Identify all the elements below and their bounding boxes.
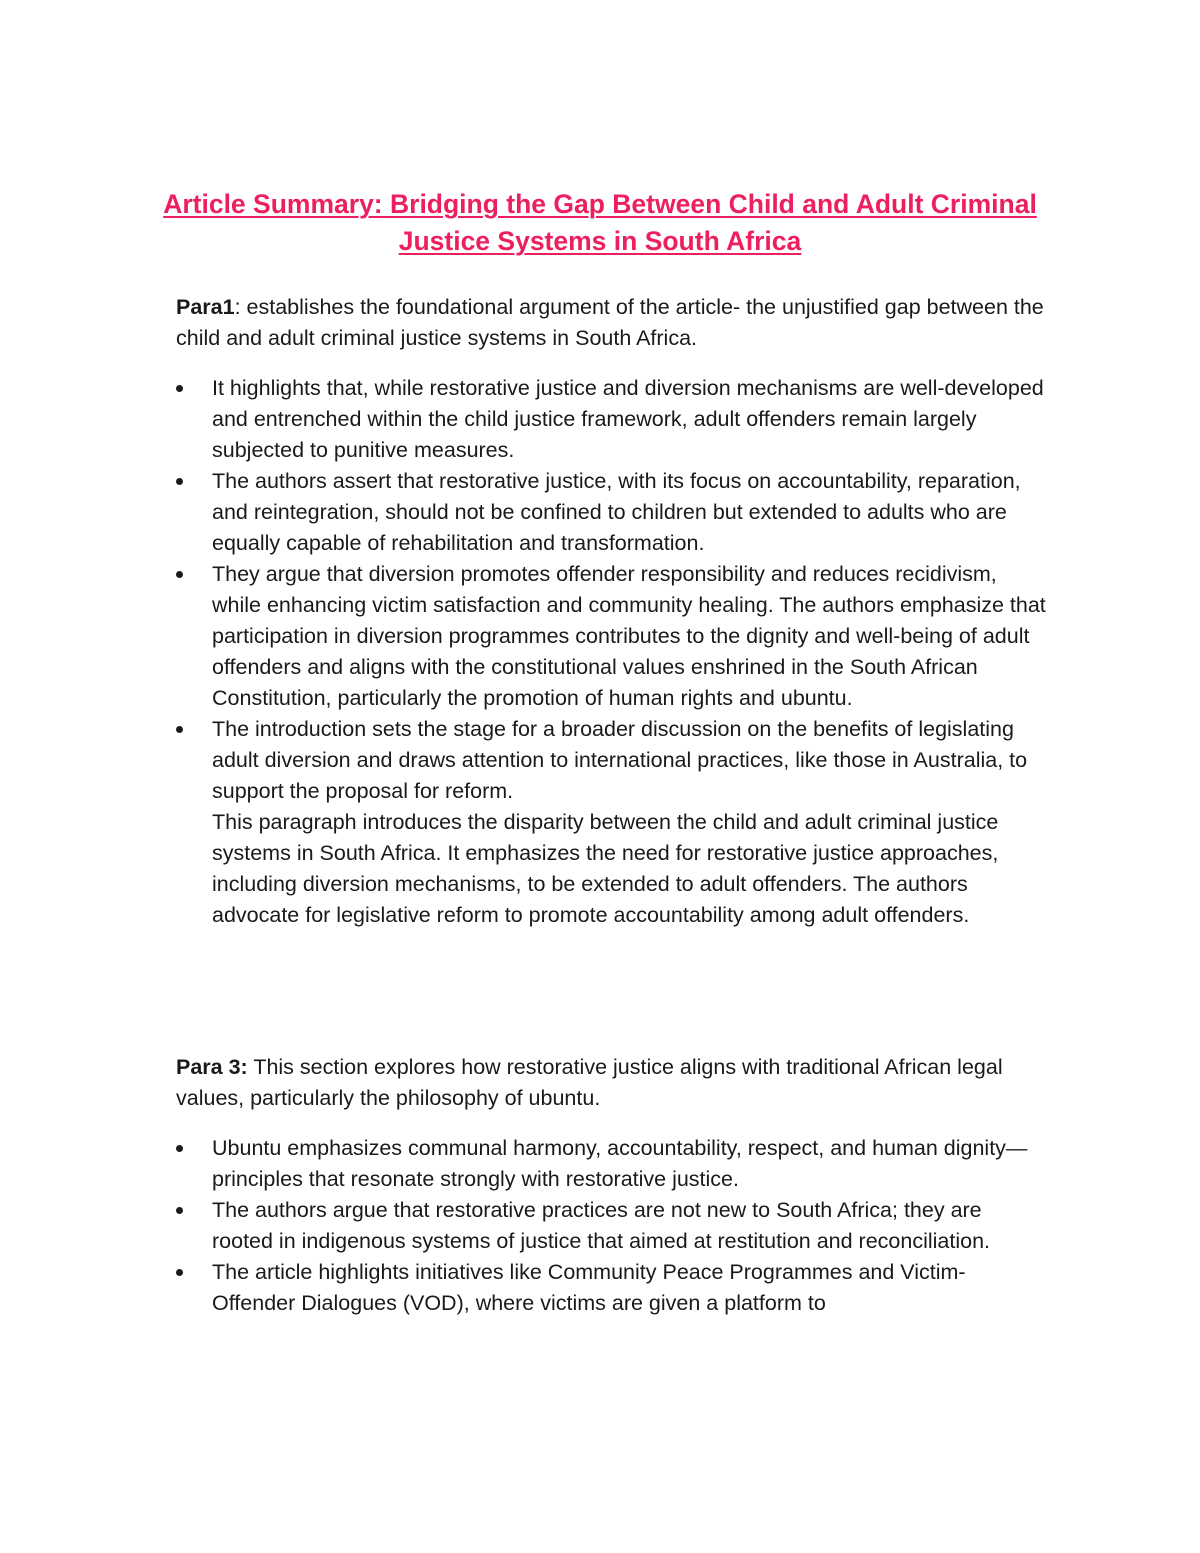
bullet-text: It highlights that, while restorative justice and diversion mechanisms are well-developed and entrenched within the child justice framework, adult offenders remain largely subjected to punitive measures. [212,376,1044,462]
bullet-text: The authors assert that restorative justice, with its focus on accountability, reparation, and reintegration, should not be confined to children but extended to adults who are equally capable of rehabilitation and transformation. [212,469,1021,555]
bullet-text: They argue that diversion promotes offender responsibility and reduces recidivism, while enhancing victim satisfaction and community healing. The authors emphasize that participation in diversion programmes contributes to the dignity and well-being of adult offenders and aligns with the constitutional values enshrined in the South African Constitution, particularly the promotion of human rights and ubuntu. [212,562,1046,710]
bullet-dot-icon [176,478,183,485]
list-item [176,466,1046,559]
bullet-continuation: This paragraph introduces the disparity between the child and adult criminal justice systems in South Africa. It emphasizes the need for restorative justice approaches, including diversion mechanisms, to be extended to adult offenders. The authors advocate for legislative reform to promote accountability among adult offenders. [212,810,999,927]
bullet-text: The authors argue that restorative practices are not new to South Africa; they are rooted in indigenous systems of justice that aimed at restitution and reconciliation. [212,1198,991,1253]
section-para1 [176,292,1046,931]
list-item [176,1195,1046,1257]
list-item [176,1133,1046,1195]
list-item [176,373,1046,466]
bullet-list [176,373,1046,931]
document-title: Article Summary: Bridging the Gap Between Child and Adult Criminal Justice Systems in South Africa [163,189,1037,256]
intro-text: This section explores how restorative justice aligns with traditional African legal values, particularly the philosophy of ubuntu. [176,1055,1003,1110]
bullet-text: Ubuntu emphasizes communal harmony, accountability, respect, and human dignity—principles that resonate strongly with restorative justice. [212,1136,1028,1191]
bullet-dot-icon [176,1269,183,1276]
section-label: Para 3: [176,1055,248,1079]
bullet-dot-icon [176,1145,183,1152]
bullet-dot-icon [176,571,183,578]
bullet-dot-icon [176,1207,183,1214]
section-intro [176,1052,1046,1114]
bullet-text: The introduction sets the stage for a broader discussion on the benefits of legislating adult diversion and draws attention to international practices, like those in Australia, to support the proposal for reform. [212,717,1028,803]
list-item [176,714,1046,931]
section-para3 [176,1052,1046,1319]
list-item [176,1257,1046,1319]
bullet-list [176,1133,1046,1319]
bullet-dot-icon [176,385,183,392]
bullet-dot-icon [176,726,183,733]
intro-text: establishes the foundational argument of the article- the unjustified gap between the child and adult criminal justice systems in South Africa. [176,295,1044,350]
bullet-text: The article highlights initiatives like Community Peace Programmes and Victim-Offender Dialogues (VOD), where victims are given a platform to [212,1260,966,1315]
section-label: Para1 [176,295,235,319]
section-intro [176,292,1046,354]
label-separator: : [234,295,247,319]
list-item [176,559,1046,714]
